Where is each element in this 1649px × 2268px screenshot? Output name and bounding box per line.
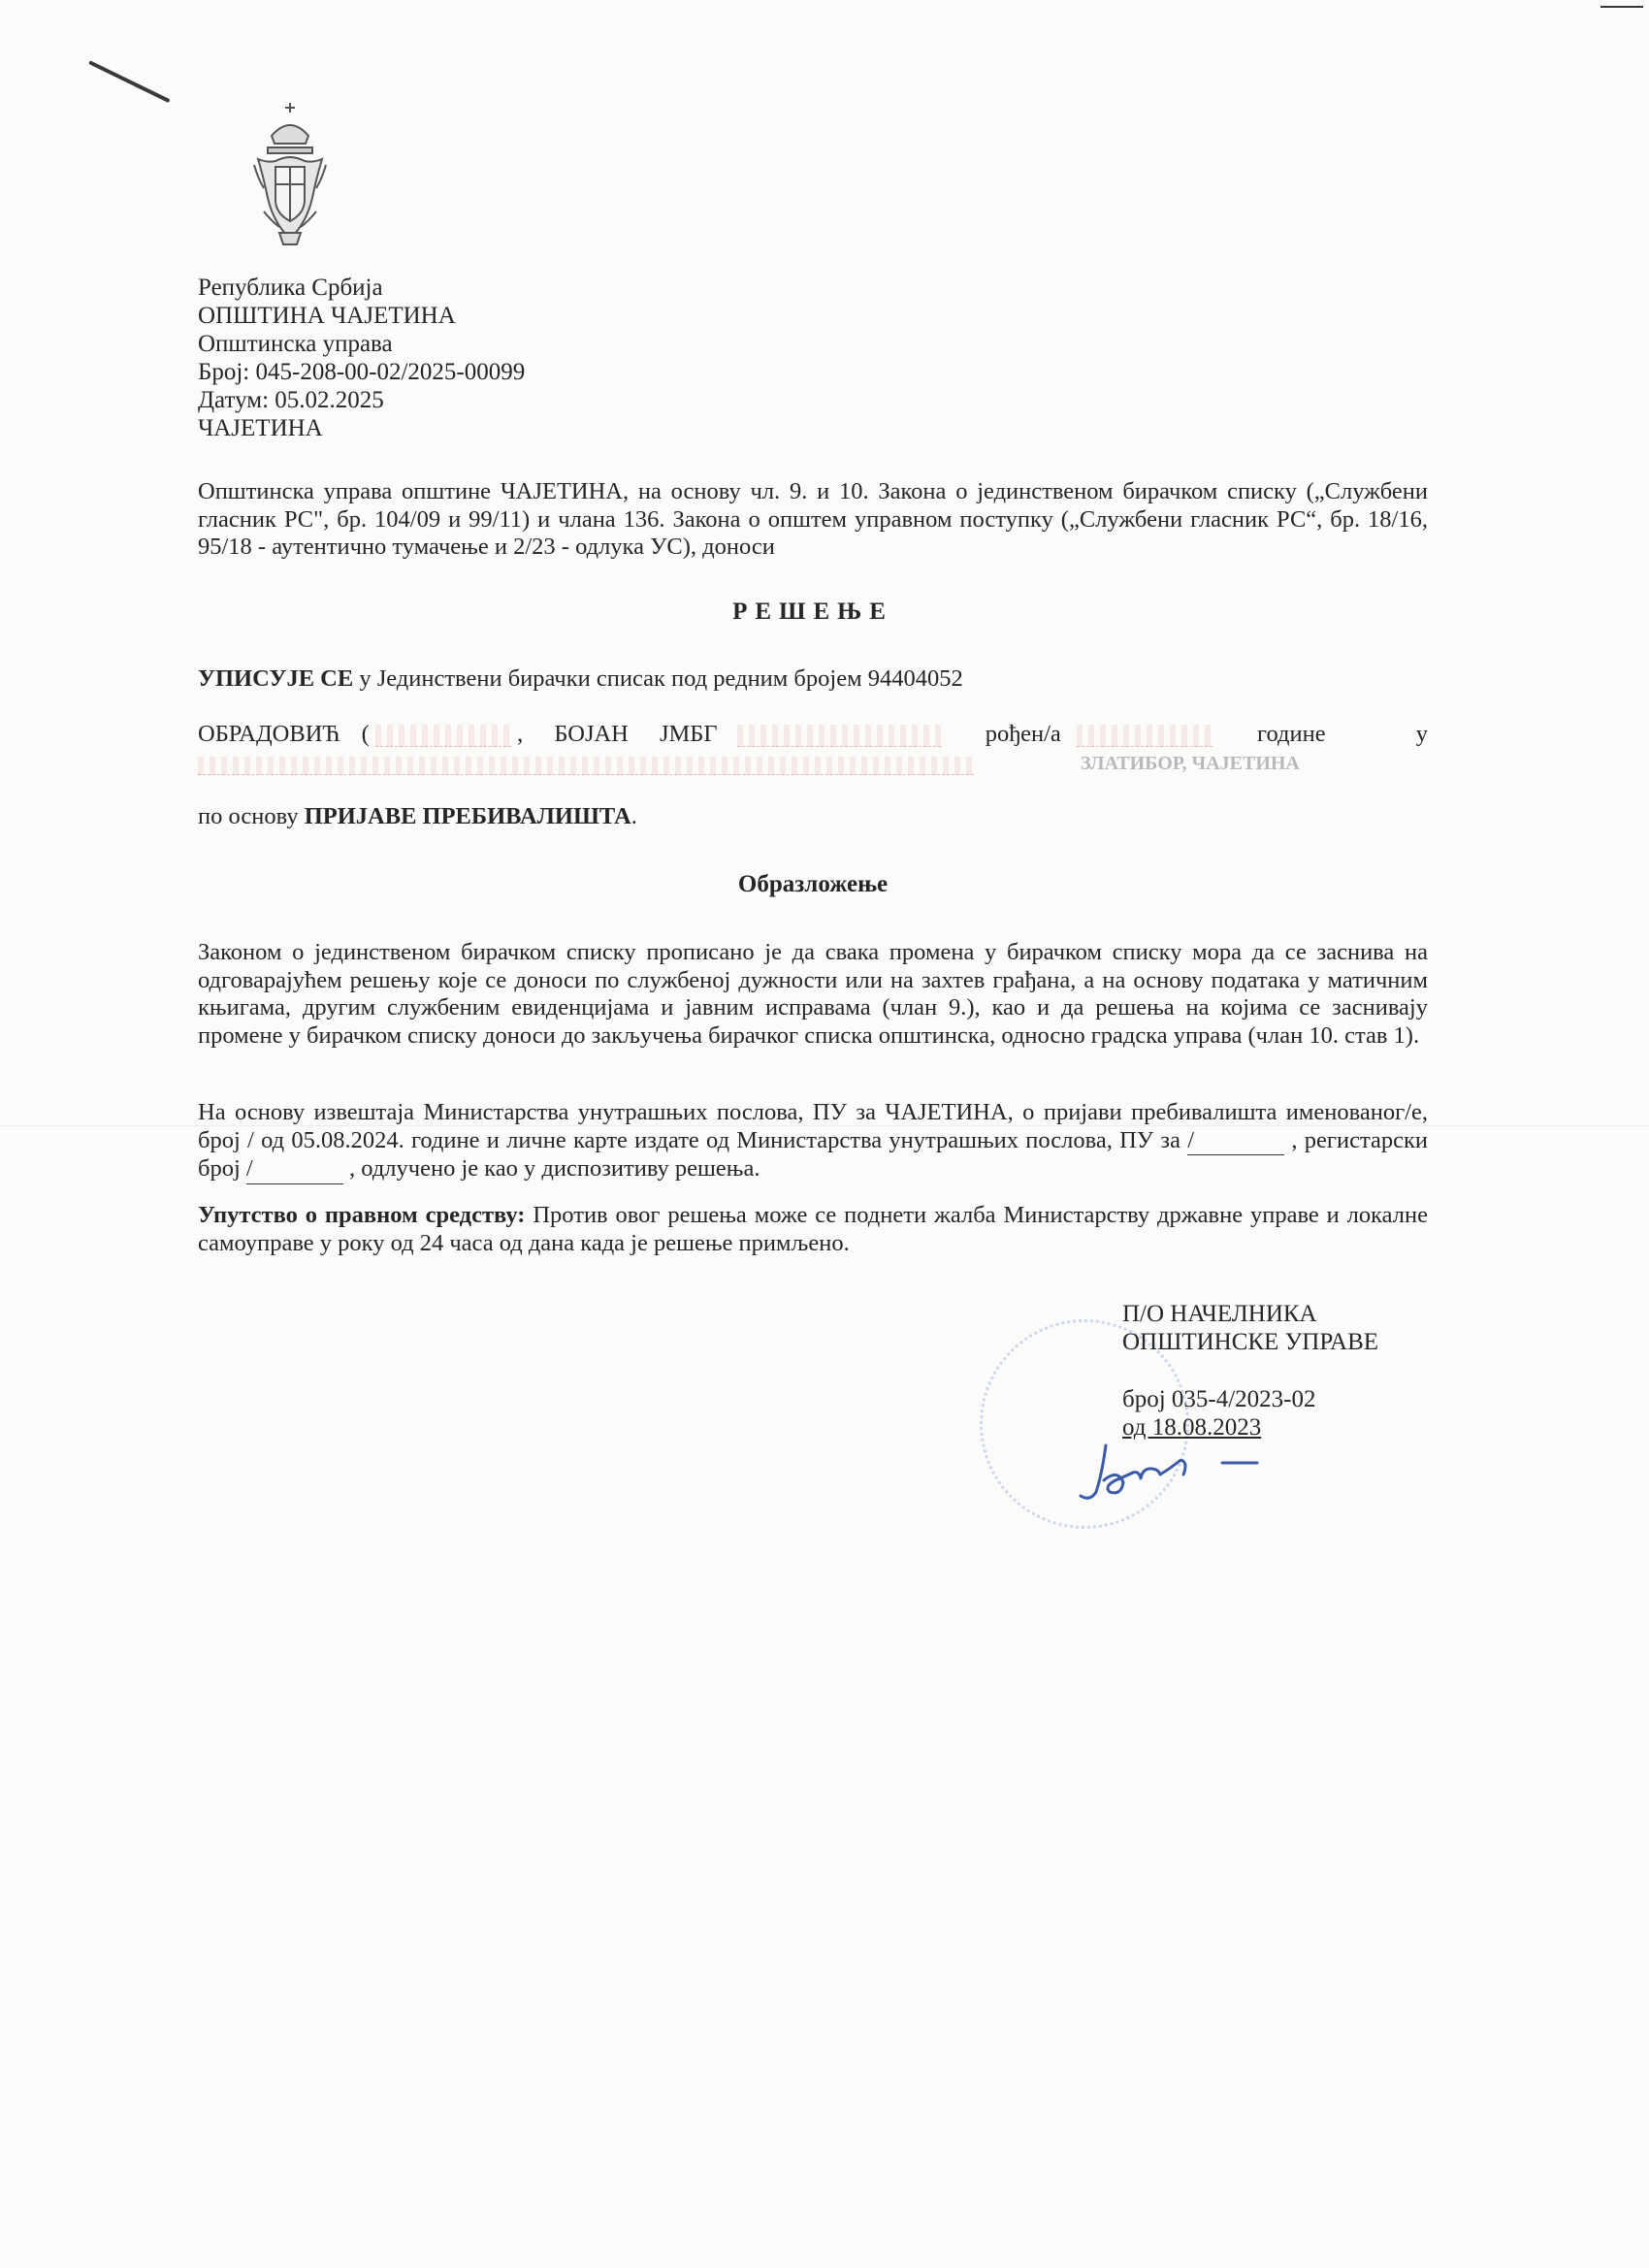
issuer-city: ЧАЈЕТИНА [198, 415, 323, 441]
document-number: Број: 045-208-00-02/2025-00099 [198, 359, 526, 385]
authorization-date: од 18.08.2023 [1122, 1414, 1262, 1441]
legal-remedy-text: Против овог решења може се поднети жалба Министарству државне управе и локалне самоуправе у року од 24 часа од дана када је решење примљено. [198, 1202, 1428, 1256]
signatory-line-1: П/О НАЧЕЛНИКА [1122, 1301, 1317, 1327]
entry-lead: УПИСУЈЕ СЕ [198, 665, 354, 692]
coat-of-arms-icon [250, 97, 330, 248]
person-surname: ОБРАДОВИЋ [198, 721, 340, 747]
decision-title: РЕШЕЊЕ [732, 599, 893, 625]
basis-prefix: по основу [198, 803, 305, 829]
registry-number-blank: / [246, 1155, 343, 1184]
born-label: рођен/а [985, 721, 1061, 747]
reasoning-title: Образложење [737, 871, 889, 897]
reasoning-paragraph-2 [198, 1099, 1428, 1184]
person-details [198, 720, 1428, 779]
jmbg-label: ЈМБГ [659, 721, 718, 747]
basis-suffix: . [630, 803, 637, 829]
signatory-title [1122, 1300, 1378, 1356]
entry-rest: у Јединствени бирачки списак под редним бројем 94404052 [353, 665, 963, 692]
redacted-middle-name [375, 725, 511, 747]
entry-line [198, 665, 1428, 694]
legal-remedy [198, 1202, 1428, 1257]
in-label: у [1415, 721, 1428, 747]
scan-corner-mark [1600, 6, 1643, 8]
redacted-birth-place [198, 757, 974, 775]
authorization-reference [1122, 1385, 1316, 1442]
redacted-jmbg [737, 725, 941, 747]
open-paren: ( [361, 721, 370, 747]
police-station-blank: / [1187, 1127, 1284, 1156]
reasoning-p2-mid: , регистарски број [198, 1126, 1428, 1182]
signatory-line-2: ОПШТИНСКЕ УПРАВЕ [1122, 1329, 1379, 1355]
handwritten-signature [1077, 1438, 1319, 1506]
country-name: Република Србија [198, 275, 383, 301]
issuer-header [198, 274, 525, 442]
reasoning-p2-end: , одлучено је као у диспозитиву решења. [342, 1155, 760, 1182]
legal-remedy-label: Упутство о правном средству: [198, 1202, 526, 1228]
basis-type: ПРИЈАВЕ ПРЕБИВАЛИШТА [304, 803, 631, 829]
document-date: Датум: 05.02.2025 [198, 387, 384, 413]
person-first-name: БОЈАН [554, 721, 629, 747]
basis-line [198, 803, 1428, 831]
administration-name: Општинска управа [198, 331, 393, 357]
reasoning-p2-start: На основу извештаја Министарства унутрашњих послова, ПУ за ЧАЈЕТИНА, о пријави пребивалишта именованог/е, број / од 05.08.2024. године и личне карте издате од Министарства унутрашњих послова, ПУ за [198, 1099, 1428, 1153]
redacted-birth-date [1077, 725, 1212, 747]
reasoning-paragraph-1: Законом о јединственом бирачком списку прописано је да свака промена у бирачком списку мора да се заснива на одговарајућем решењу које се доноси по службеној дужности или на захтев грађана, а на основу података у матичним књигама, другим службеним евиденцијама и јавним исправама (члан 9.), као и да решења на којима се заснивају промене у бирачком списку доноси до закључења бирачког списка општинска, односно градска управа (члан 10. став 1). [198, 939, 1428, 1049]
scan-mark [88, 60, 170, 103]
preamble: Општинска управа општине ЧАЈЕТИНА, на основу чл. 9. и 10. Закона о јединственом бирачком списку („Службени гласник РС", бр. 104/09 и 99/11) и члана 136. Закона о општем управном поступку („Службени гласник РС“, бр. 18/16, 95/18 - аутентично тумачење и 2/23 - одлука УС), доноси [198, 478, 1428, 560]
close-paren: , [517, 721, 524, 747]
years-label: године [1257, 721, 1326, 747]
authorization-number: број 035-4/2023-02 [1122, 1386, 1316, 1412]
birth-place-fragment: ЗЛАТИБОР, ЧАЈЕТИНА [1081, 753, 1300, 774]
municipality-name: ОПШТИНА ЧАЈЕТИНА [198, 303, 456, 329]
